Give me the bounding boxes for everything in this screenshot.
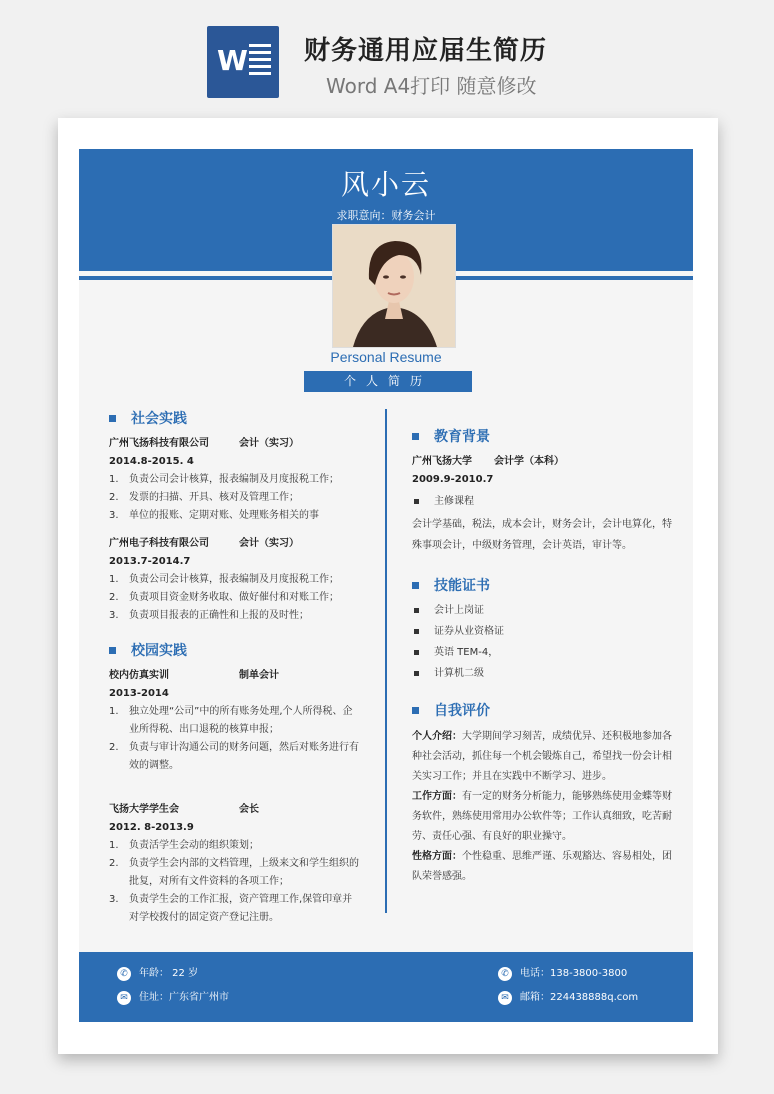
date-range: 2009.9-2010.7 (412, 474, 494, 485)
page-title: 财务通用应届生简历 (304, 36, 548, 66)
campus-entry (109, 667, 359, 775)
word-logo-icon (207, 26, 279, 98)
right-column (412, 425, 674, 887)
contact-footer: ✆ 年龄： 22 岁 ✉ 住址：广东省广州市 ✆ 电话：138-3800-3800 ✉ 邮箱：224438888q.com (79, 952, 693, 1022)
list-item: 1. 负责公司会计核算，报表编制及月度报税工作； (109, 474, 339, 485)
list-item: 1. 负责公司会计核算，报表编制及月度报税工作； (109, 574, 339, 585)
self-paragraph: 工作方面：有一定的财务分析能力，能够熟练使用金蝶等财务软件，熟练使用常用办公软件等；工作认真细致，吃苦耐劳、责任心强、有良好的职业操守。 (412, 791, 672, 842)
date-range: 2013.7-2014.7 (109, 556, 191, 567)
role: 会计（实习） (239, 538, 299, 549)
list-item: 2. 发票的扫描、开具、核对及管理工作； (109, 492, 299, 503)
profile-photo (332, 224, 456, 348)
section-campus (109, 639, 359, 663)
school-name: 广州飞扬大学 (412, 456, 472, 467)
skill-item: 会计上岗证 (412, 602, 674, 620)
page-header (0, 0, 774, 110)
list-item: 2. 负责项目资金财务收取、做好催付和对账工作； (109, 592, 339, 603)
section-skills (412, 574, 674, 598)
personal-resume-label: Personal Resume (330, 349, 442, 365)
column-divider (385, 409, 387, 913)
list-item: 2. 负责与审计沟通公司的财务问题，然后对账务进行有效的调整。 (109, 742, 359, 771)
phone-icon: ✆ (498, 967, 512, 981)
list-item: 3. 负责学生会的工作汇报，资产管理工作,保管印章并对学校拨付的固定资产登记注册。 (109, 894, 353, 923)
left-column (109, 407, 359, 927)
list-item: 3. 负责项目报表的正确性和上报的及时性； (109, 610, 309, 621)
candidate-name: 风小云 (340, 168, 431, 201)
job-intent: 求职意向：财务会计 (336, 209, 436, 222)
role: 会长 (239, 804, 259, 815)
skill-item: 计算机二级 (412, 665, 674, 683)
org-name: 广州飞扬科技有限公司 (109, 438, 209, 449)
mail-icon: ✉ (498, 991, 512, 1005)
section-title: 校园实践 (131, 643, 187, 659)
section-title: 教育背景 (434, 429, 490, 445)
list-item: 2. 负责学生会内部的文档管理，上级来文和学生组织的批复，对所有文件资料的各项工作； (109, 858, 359, 887)
resume-label-bar: 个人简历 (304, 371, 472, 392)
org-name: 飞扬大学学生会 (109, 804, 179, 815)
date-range: 2014.8-2015. 4 (109, 456, 194, 467)
section-title: 技能证书 (434, 578, 490, 594)
mail-icon: ✉ (117, 991, 131, 1005)
social-entry (109, 535, 359, 625)
list-item: 1. 负责活学生会动的组织策划； (109, 840, 259, 851)
resume-sheet (58, 118, 718, 1054)
date-range: 2013-2014 (109, 688, 169, 699)
section-title: 社会实践 (131, 411, 187, 427)
section-education (412, 425, 674, 449)
phone-icon: ✆ (117, 967, 131, 981)
role: 制单会计 (239, 670, 279, 681)
self-paragraph: 个人介绍：大学期间学习刻苦，成绩优异、还积极地参加各种社会活动，抓住每一个机会锻炼自己，希望找一份会计相关实习工作；并且在实践中不断学习、进步。 (412, 731, 672, 782)
section-title: 自我评价 (434, 703, 490, 719)
page-subtitle: Word A4打印 随意修改 (326, 74, 537, 98)
section-social (109, 407, 359, 431)
list-item: 3. 单位的报账、定期对账、处理账务相关的事 (109, 510, 319, 521)
social-entry (109, 435, 359, 525)
date-range: 2012. 8-2013.9 (109, 822, 194, 833)
role: 会计（实习） (239, 438, 299, 449)
logo-letter: W (217, 44, 248, 77)
skill-item: 英语 TEM-4， (412, 644, 674, 662)
org-name: 校内仿真实训 (109, 670, 169, 681)
self-paragraph: 性格方面：个性稳重、思维严谨、乐观豁达、容易相处，团队荣誉感强。 (412, 851, 672, 882)
course-label: 主修课程 (412, 493, 674, 511)
campus-entry (109, 801, 359, 927)
section-self (412, 699, 674, 723)
list-item: 1. 独立处理“公司”中的所有账务处理,个人所得税、企业所得税、出口退税的核算申报； (109, 706, 353, 735)
major: 会计学（本科） (494, 456, 564, 467)
resume-body (79, 149, 693, 1022)
org-name: 广州电子科技有限公司 (109, 538, 209, 549)
skill-item: 证券从业资格证 (412, 623, 674, 641)
course-list: 会计学基础，税法，成本会计，财务会计，会计电算化，特殊事项会计，中级财务管理，会计英语，审计等。 (412, 519, 672, 551)
